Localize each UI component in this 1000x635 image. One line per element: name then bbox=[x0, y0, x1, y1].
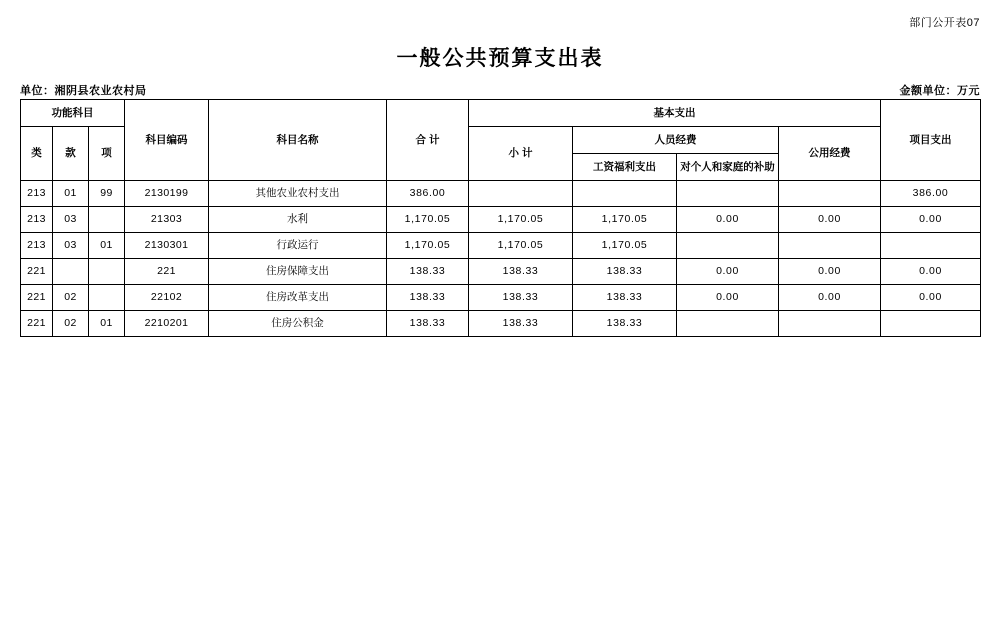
cell-public-expenses bbox=[779, 233, 881, 259]
cell-family-subsidy: 0.00 bbox=[677, 207, 779, 233]
cell-subtotal: 138.33 bbox=[469, 311, 573, 337]
cell-item bbox=[89, 285, 125, 311]
cell-family-subsidy: 0.00 bbox=[677, 285, 779, 311]
header-subject-code: 科目编码 bbox=[125, 100, 209, 181]
cell-family-subsidy: 0.00 bbox=[677, 259, 779, 285]
header-class: 类 bbox=[21, 127, 53, 181]
cell-code: 2130301 bbox=[125, 233, 209, 259]
cell-item bbox=[89, 259, 125, 285]
cell-salary-welfare: 1,170.05 bbox=[573, 207, 677, 233]
cell-item: 01 bbox=[89, 233, 125, 259]
cell-name: 水利 bbox=[209, 207, 387, 233]
cell-salary-welfare bbox=[573, 181, 677, 207]
cell-section: 03 bbox=[53, 233, 89, 259]
header-family-subsidy: 对个人和家庭的补助 bbox=[677, 154, 779, 181]
cell-class: 213 bbox=[21, 207, 53, 233]
cell-class: 221 bbox=[21, 311, 53, 337]
header-function-subject: 功能科目 bbox=[21, 100, 125, 127]
cell-project: 386.00 bbox=[881, 181, 981, 207]
cell-project: 0.00 bbox=[881, 259, 981, 285]
cell-subtotal: 138.33 bbox=[469, 259, 573, 285]
table-row bbox=[21, 259, 981, 285]
cell-family-subsidy bbox=[677, 233, 779, 259]
header-subtotal: 小 计 bbox=[469, 127, 573, 181]
cell-item: 99 bbox=[89, 181, 125, 207]
cell-name: 其他农业农村支出 bbox=[209, 181, 387, 207]
cell-total: 386.00 bbox=[387, 181, 469, 207]
cell-class: 221 bbox=[21, 259, 53, 285]
cell-code: 221 bbox=[125, 259, 209, 285]
cell-public-expenses: 0.00 bbox=[779, 207, 881, 233]
cell-section: 02 bbox=[53, 285, 89, 311]
cell-item: 01 bbox=[89, 311, 125, 337]
header-item: 项 bbox=[89, 127, 125, 181]
cell-subtotal bbox=[469, 181, 573, 207]
cell-name: 行政运行 bbox=[209, 233, 387, 259]
cell-section: 03 bbox=[53, 207, 89, 233]
cell-section: 02 bbox=[53, 311, 89, 337]
cell-code: 22102 bbox=[125, 285, 209, 311]
table-row bbox=[21, 207, 981, 233]
cell-project: 0.00 bbox=[881, 285, 981, 311]
header-personnel-expenses: 人员经费 bbox=[573, 127, 779, 154]
cell-family-subsidy bbox=[677, 181, 779, 207]
cell-total: 1,170.05 bbox=[387, 207, 469, 233]
cell-family-subsidy bbox=[677, 311, 779, 337]
cell-code: 21303 bbox=[125, 207, 209, 233]
meta-row bbox=[20, 82, 980, 98]
cell-salary-welfare: 138.33 bbox=[573, 259, 677, 285]
cell-code: 2130199 bbox=[125, 181, 209, 207]
cell-public-expenses bbox=[779, 311, 881, 337]
table-row bbox=[21, 311, 981, 337]
header-public-expenses: 公用经费 bbox=[779, 127, 881, 181]
cell-public-expenses: 0.00 bbox=[779, 259, 881, 285]
cell-salary-welfare: 138.33 bbox=[573, 311, 677, 337]
cell-total: 1,170.05 bbox=[387, 233, 469, 259]
cell-subtotal: 1,170.05 bbox=[469, 207, 573, 233]
page-title: 一般公共预算支出表 bbox=[396, 45, 604, 70]
header-total: 合 计 bbox=[387, 100, 469, 181]
cell-name: 住房公积金 bbox=[209, 311, 387, 337]
cell-total: 138.33 bbox=[387, 311, 469, 337]
cell-name: 住房改革支出 bbox=[209, 285, 387, 311]
cell-project: 0.00 bbox=[881, 207, 981, 233]
header-basic-expenditure: 基本支出 bbox=[469, 100, 881, 127]
cell-class: 213 bbox=[21, 233, 53, 259]
cell-name: 住房保障支出 bbox=[209, 259, 387, 285]
budget-table bbox=[20, 99, 981, 337]
cell-section bbox=[53, 259, 89, 285]
header-subject-name: 科目名称 bbox=[209, 100, 387, 181]
cell-class: 221 bbox=[21, 285, 53, 311]
header-salary-welfare: 工资福利支出 bbox=[573, 154, 677, 181]
header-project-expenditure: 项目支出 bbox=[881, 100, 981, 181]
cell-class: 213 bbox=[21, 181, 53, 207]
cell-public-expenses bbox=[779, 181, 881, 207]
cell-salary-welfare: 138.33 bbox=[573, 285, 677, 311]
table-row bbox=[21, 233, 981, 259]
table-header-row-1 bbox=[21, 100, 981, 127]
cell-total: 138.33 bbox=[387, 285, 469, 311]
cell-project bbox=[881, 311, 981, 337]
cell-public-expenses: 0.00 bbox=[779, 285, 881, 311]
cell-salary-welfare: 1,170.05 bbox=[573, 233, 677, 259]
cell-code: 2210201 bbox=[125, 311, 209, 337]
cell-subtotal: 138.33 bbox=[469, 285, 573, 311]
header-section: 款 bbox=[53, 127, 89, 181]
form-code-label: 部门公开表07 bbox=[909, 17, 980, 29]
amount-unit-label: 金额单位：万元 bbox=[899, 85, 980, 97]
table-row bbox=[21, 181, 981, 207]
cell-item bbox=[89, 207, 125, 233]
cell-section: 01 bbox=[53, 181, 89, 207]
unit-label: 单位：湘阴县农业农村局 bbox=[20, 85, 147, 97]
cell-total: 138.33 bbox=[387, 259, 469, 285]
cell-project bbox=[881, 233, 981, 259]
cell-subtotal: 1,170.05 bbox=[469, 233, 573, 259]
table-row bbox=[21, 285, 981, 311]
